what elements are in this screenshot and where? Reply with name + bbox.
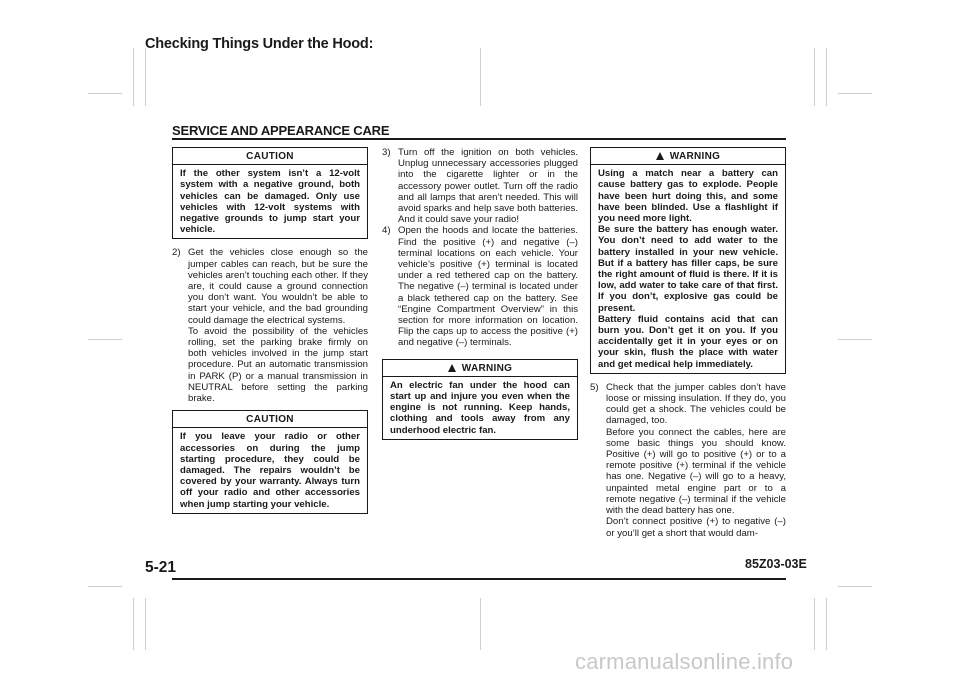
caution-text: If the other system isn’t a 12-volt system with a negative ground, both vehicles can be damaged. Only use vehicles with 12-volt systems with negative grounds to jump start your vehicle. bbox=[180, 168, 360, 236]
crop-mark bbox=[88, 586, 122, 587]
crop-mark bbox=[826, 598, 827, 650]
footer-rule bbox=[172, 578, 786, 580]
step-3 bbox=[382, 147, 578, 225]
caution-box bbox=[172, 410, 368, 514]
document-code: 85Z03-03E bbox=[745, 557, 807, 571]
step-paragraph: Check that the jumper cables don’t have loose or missing insulation. If they do, you could get a shock. The vehicles could be damaged, too. bbox=[606, 381, 786, 427]
warning-box bbox=[382, 359, 578, 440]
warning-title: WARNING bbox=[669, 151, 721, 162]
warning-box bbox=[590, 147, 786, 374]
warning-triangle-icon bbox=[656, 152, 664, 160]
step-paragraph: Open the hoods and locate the batteries. Find the positive (+) and negative (–) terminal locations on each vehicle. Your vehicle’s positive (+) terminal is located under a red tethered cap on the battery. The negative (–) terminal is located under a black tethered cap on the battery. See “Engine Compartment Overview” in this section for more information on location. Flip the caps up to access the positive (+) and negative (–) terminals. bbox=[398, 225, 578, 349]
warning-text: Be sure the battery has enough water. You don’t need to add water to the battery installed in your new vehicle. But if a battery has filler caps, be sure the right amount of fluid is there. If it is low, add water to take care of that first. If you don’t, explosive gas could be present. bbox=[598, 224, 778, 314]
step-number: 2) bbox=[172, 247, 181, 259]
crop-mark bbox=[814, 598, 815, 650]
warning-text: Battery fluid contains acid that can burn you. Don’t get it on you. If you accidentally get it in your eyes or on your skin, flush the place with water and get medical help immediately. bbox=[598, 313, 778, 370]
step-number: 3) bbox=[382, 147, 391, 158]
chapter-title: Checking Things Under the Hood: bbox=[145, 36, 374, 52]
step-number: 5) bbox=[590, 381, 599, 393]
crop-mark bbox=[838, 93, 872, 94]
step-paragraph: Get the vehicles close enough so the jumper cables can reach, but be sure the vehicles aren’t touching each other. If they are, it could cause a ground connection you don’t want. You wouldn’t be able to start your vehicle, and the bad grounding could damage the electrical systems. bbox=[188, 247, 368, 326]
crop-mark bbox=[133, 598, 134, 650]
crop-mark bbox=[88, 93, 122, 94]
column-left bbox=[172, 147, 368, 514]
step-paragraph: Turn off the ignition on both vehicles. Unplug unnecessary accessories plugged into the cigarette lighter or in the accessory power outlet. Turn off the radio and all lamps that aren’t needed. This will avoid sparks and help save both batteries. And it could save your radio! bbox=[398, 147, 578, 226]
crop-mark bbox=[145, 598, 146, 650]
crop-mark bbox=[826, 48, 827, 106]
section-title: SERVICE AND APPEARANCE CARE bbox=[172, 123, 390, 138]
watermark: carmanualsonline.info bbox=[575, 649, 794, 674]
warning-text: An electric fan under the hood can start up and injure you even when the engine is not running. Keep hands, clothing and tools away from any underhood electric fan. bbox=[390, 379, 570, 436]
caution-text: If you leave your radio or other accessories on during the jump starting procedure, they could be damaged. The repairs wouldn’t be covered by your warranty. Always turn off your radio and other accessories when jump starting your vehicle. bbox=[180, 431, 360, 510]
step-5 bbox=[590, 382, 786, 539]
step-4 bbox=[382, 225, 578, 348]
step-2 bbox=[172, 247, 368, 404]
caution-title: CAUTION bbox=[173, 411, 367, 428]
step-paragraph: To avoid the possibility of the vehicles rolling, set the parking brake firmly on both vehicles involved in the jump start procedure. Put an automatic transmission in PARK (P) or a manual transmission in NEUTRAL before setting the parking brake. bbox=[188, 325, 368, 405]
page-number: 5-21 bbox=[145, 559, 177, 576]
crop-mark bbox=[814, 48, 815, 106]
caution-box bbox=[172, 147, 368, 239]
crop-mark bbox=[480, 48, 481, 106]
warning-triangle-icon bbox=[448, 364, 456, 372]
crop-mark bbox=[838, 339, 872, 340]
crop-mark bbox=[88, 339, 122, 340]
caution-title: CAUTION bbox=[173, 148, 367, 165]
crop-mark bbox=[480, 598, 481, 650]
step-number: 4) bbox=[382, 225, 391, 237]
warning-text: Using a match near a battery can cause battery gas to explode. People have been hurt doing this, and some have been blinded. Use a flashlight if you need more light. bbox=[598, 168, 778, 225]
crop-mark bbox=[133, 48, 134, 106]
step-paragraph: Don’t connect positive (+) to negative (–) or you’ll get a short that would dam- bbox=[606, 516, 786, 539]
step-paragraph: Before you connect the cables, here are some basic things you should know. Positive (+) will go to positive (+) or to a remote positive (+) terminal if the vehicle has one. Negative (–) will go to a heavy, unpainted metal engine part or to a remote negative (–) terminal if the vehicle with the dead battery has one. bbox=[606, 426, 786, 517]
warning-title: WARNING bbox=[461, 362, 513, 374]
column-middle bbox=[382, 147, 578, 440]
header-rule bbox=[172, 138, 786, 140]
crop-mark bbox=[145, 48, 146, 106]
column-right bbox=[590, 147, 786, 539]
crop-mark bbox=[838, 586, 872, 587]
